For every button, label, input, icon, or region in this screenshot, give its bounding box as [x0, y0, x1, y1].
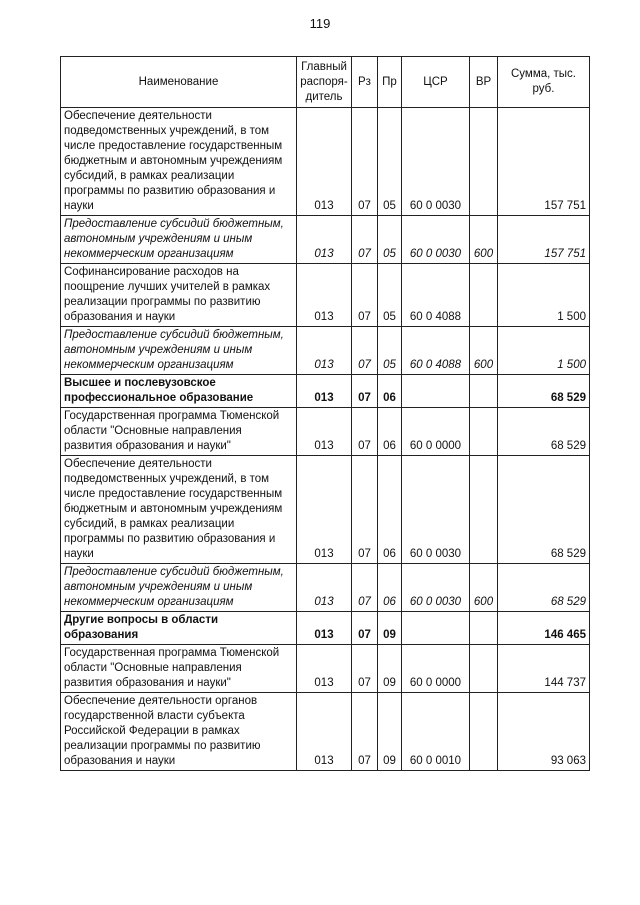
cell-gr: 013 — [297, 612, 352, 645]
cell-sum: 157 751 — [498, 216, 590, 264]
col-header-rz: Рз — [352, 57, 378, 108]
cell-rz: 07 — [352, 612, 378, 645]
cell-name: Другие вопросы в области образования — [61, 612, 297, 645]
cell-vr — [470, 264, 498, 327]
col-header-csr: ЦСР — [402, 57, 470, 108]
cell-sum: 1 500 — [498, 264, 590, 327]
cell-csr: 60 0 0000 — [402, 645, 470, 693]
col-header-sum: Сумма, тыс. руб. — [498, 57, 590, 108]
budget-table — [60, 56, 590, 771]
cell-csr: 60 0 0030 — [402, 456, 470, 564]
cell-name: Государственная программа Тюменской области "Основные направления развития образования и науки" — [61, 645, 297, 693]
cell-rz: 07 — [352, 108, 378, 216]
cell-gr: 013 — [297, 264, 352, 327]
cell-csr: 60 0 4088 — [402, 264, 470, 327]
cell-pr: 05 — [378, 108, 402, 216]
cell-pr: 09 — [378, 645, 402, 693]
table-row — [61, 645, 590, 693]
cell-vr — [470, 375, 498, 408]
cell-vr — [470, 108, 498, 216]
cell-pr: 06 — [378, 456, 402, 564]
cell-pr: 05 — [378, 216, 402, 264]
cell-rz: 07 — [352, 264, 378, 327]
cell-vr: 600 — [470, 564, 498, 612]
cell-sum: 157 751 — [498, 108, 590, 216]
cell-csr: 60 0 0030 — [402, 216, 470, 264]
cell-name: Предоставление субсидий бюджетным, автономным учреждениям и иным некоммерческим организациям — [61, 216, 297, 264]
cell-name: Предоставление субсидий бюджетным, автономным учреждениям и иным некоммерческим организациям — [61, 327, 297, 375]
cell-csr — [402, 612, 470, 645]
cell-sum: 68 529 — [498, 564, 590, 612]
cell-name: Обеспечение деятельности органов государственной власти субъекта Российской Федерации в рамках реализации программы по развитию образования и науки — [61, 693, 297, 771]
cell-vr: 600 — [470, 327, 498, 375]
cell-name: Софинансирование расходов на поощрение лучших учителей в рамках реализации программы по развитию образования и науки — [61, 264, 297, 327]
table-row — [61, 375, 590, 408]
table-row — [61, 108, 590, 216]
cell-sum: 68 529 — [498, 375, 590, 408]
table-row — [61, 327, 590, 375]
cell-pr: 05 — [378, 264, 402, 327]
cell-pr: 06 — [378, 408, 402, 456]
table-row — [61, 564, 590, 612]
cell-gr: 013 — [297, 693, 352, 771]
table-row — [61, 693, 590, 771]
cell-vr — [470, 645, 498, 693]
cell-sum: 68 529 — [498, 408, 590, 456]
cell-vr: 600 — [470, 216, 498, 264]
cell-csr: 60 0 0000 — [402, 408, 470, 456]
col-header-vr: ВР — [470, 57, 498, 108]
cell-name: Обеспечение деятельности подведомственных учреждений, в том числе предоставление государственным бюджетным и автономным учреждениям субсидий, в рамках реализации программы по развитию образования и науки — [61, 108, 297, 216]
cell-gr: 013 — [297, 216, 352, 264]
cell-vr — [470, 612, 498, 645]
cell-gr: 013 — [297, 564, 352, 612]
table-row — [61, 264, 590, 327]
cell-name: Государственная программа Тюменской области "Основные направления развития образования и науки" — [61, 408, 297, 456]
cell-csr: 60 0 0010 — [402, 693, 470, 771]
cell-name: Предоставление субсидий бюджетным, автономным учреждениям и иным некоммерческим организациям — [61, 564, 297, 612]
cell-rz: 07 — [352, 645, 378, 693]
cell-rz: 07 — [352, 564, 378, 612]
cell-csr: 60 0 4088 — [402, 327, 470, 375]
cell-sum: 1 500 — [498, 327, 590, 375]
cell-gr: 013 — [297, 327, 352, 375]
table-row — [61, 456, 590, 564]
cell-pr: 06 — [378, 375, 402, 408]
cell-name: Высшее и послевузовское профессиональное образование — [61, 375, 297, 408]
col-header-pr: Пр — [378, 57, 402, 108]
table-row — [61, 216, 590, 264]
cell-gr: 013 — [297, 645, 352, 693]
cell-rz: 07 — [352, 216, 378, 264]
cell-gr: 013 — [297, 456, 352, 564]
cell-csr — [402, 375, 470, 408]
cell-rz: 07 — [352, 456, 378, 564]
cell-sum: 146 465 — [498, 612, 590, 645]
cell-rz: 07 — [352, 375, 378, 408]
cell-gr: 013 — [297, 375, 352, 408]
cell-csr: 60 0 0030 — [402, 564, 470, 612]
table-row — [61, 408, 590, 456]
cell-rz: 07 — [352, 693, 378, 771]
cell-vr — [470, 693, 498, 771]
cell-pr: 06 — [378, 564, 402, 612]
cell-gr: 013 — [297, 408, 352, 456]
table-row — [61, 612, 590, 645]
cell-pr: 05 — [378, 327, 402, 375]
header-row — [61, 57, 590, 108]
cell-rz: 07 — [352, 327, 378, 375]
cell-vr — [470, 456, 498, 564]
page-number: 119 — [309, 16, 331, 31]
cell-pr: 09 — [378, 612, 402, 645]
col-header-gr: Главный распоря-дитель — [297, 57, 352, 108]
cell-gr: 013 — [297, 108, 352, 216]
cell-pr: 09 — [378, 693, 402, 771]
cell-sum: 144 737 — [498, 645, 590, 693]
cell-sum: 93 063 — [498, 693, 590, 771]
cell-csr: 60 0 0030 — [402, 108, 470, 216]
col-header-name: Наименование — [61, 57, 297, 108]
cell-rz: 07 — [352, 408, 378, 456]
cell-vr — [470, 408, 498, 456]
cell-name: Обеспечение деятельности подведомственных учреждений, в том числе предоставление государственным бюджетным и автономным учреждениям субсидий, в рамках реализации программы по развитию образования и науки — [61, 456, 297, 564]
cell-sum: 68 529 — [498, 456, 590, 564]
